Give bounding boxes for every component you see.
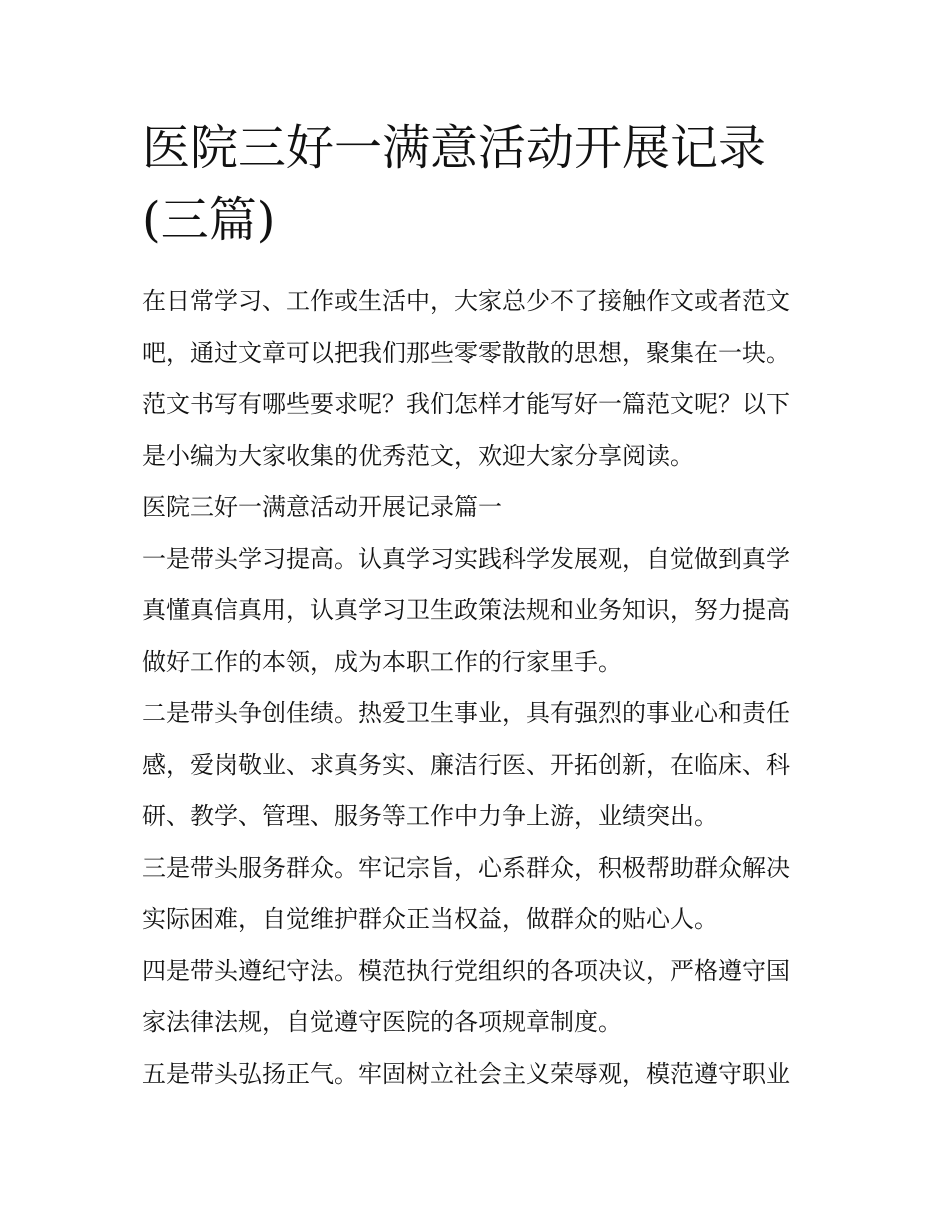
body-line: 三是带头服务群众。牢记宗旨，心系群众，积极帮助群众解决 [142,853,790,882]
section-heading: 医院三好一满意活动开展记录篇一 [142,493,502,521]
title-line-2: (三篇) [142,192,276,248]
document-body [142,280,822,1104]
body-line: 是小编为大家收集的优秀范文，欢迎大家分享阅读。 [142,441,694,470]
body-line: 二是带头争创佳绩。热爱卫生事业，具有强烈的事业心和责任 [142,699,790,727]
body-line: 在日常学习、工作或生活中，大家总少不了接触作文或者范文 [142,287,790,315]
body-line: 真懂真信真用，认真学习卫生政策法规和业务知识，努力提高 [142,596,790,624]
title-line-1: 医院三好一满意活动开展记录 [142,120,767,176]
body-line: 感，爱岗敬业、求真务实、廉洁行医、开拓创新，在临床、科 [142,750,790,779]
body-line: 范文书写有哪些要求呢？我们怎样才能写好一篇范文呢？以下 [142,390,790,418]
body-line: 一是带头学习提高。认真学习实践科学发展观，自觉做到真学 [142,544,790,573]
body-line: 五是带头弘扬正气。牢固树立社会主义荣辱观，模范遵守职业 [142,1059,790,1088]
body-line: 四是带头遵纪守法。模范执行党组织的各项决议，严格遵守国 [142,956,790,985]
body-line: 研、教学、管理、服务等工作中力争上游，业绩突出。 [142,802,718,830]
document-title [142,112,822,256]
body-line: 做好工作的本领，成为本职工作的行家里手。 [142,647,622,676]
body-line: 吧，通过文章可以把我们那些零零散散的思想，聚集在一块。 [142,338,790,367]
body-line: 实际困难，自觉维护群众正当权益，做群众的贴心人。 [142,905,718,933]
body-line: 家法律法规，自觉遵守医院的各项规章制度。 [142,1008,622,1036]
